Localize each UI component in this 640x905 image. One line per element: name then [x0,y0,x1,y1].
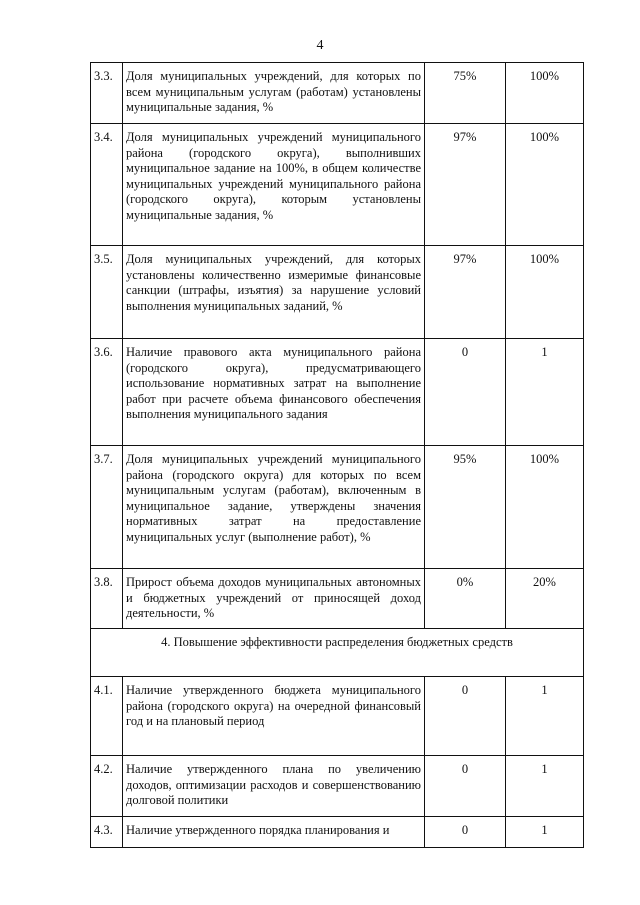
row-number: 4.1. [91,677,123,756]
table-row [91,124,584,246]
row-number: 3.3. [91,63,123,124]
indicator-text: Доля муниципальных учреждений муниципального района (городского округа) для которых по всем муниципальным услугам (работам), включенным в муниципальное задание, утверждены значения нормативных затрат на предоставление муниципальных услуг (выполнение работ), % [123,446,425,569]
table-row [91,569,584,629]
value-current: 95% [425,446,506,569]
row-number: 3.7. [91,446,123,569]
value-current: 75% [425,63,506,124]
indicator-text: Наличие утвержденного плана по увеличению доходов, оптимизации расходов и совершенствованию долговой политики [123,756,425,817]
value-target: 20% [506,569,584,629]
value-current: 0 [425,817,506,848]
value-target: 1 [506,817,584,848]
value-current: 0% [425,569,506,629]
indicator-text: Доля муниципальных учреждений, для которых установлены количественно измеримые финансовые санкции (штрафы, изъятия) за нарушение условий выполнения муниципальных заданий, % [123,246,425,339]
page-number: 4 [316,38,324,53]
indicator-text: Прирост объема доходов муниципальных автономных и бюджетных учреждений от приносящей доход деятельности, % [123,569,425,629]
section-heading: 4. Повышение эффективности распределения бюджетных средств [91,629,584,677]
row-number: 3.5. [91,246,123,339]
value-current: 0 [425,339,506,446]
value-target: 1 [506,677,584,756]
table-row [91,756,584,817]
indicator-text: Наличие утвержденного порядка планирования и [123,817,425,848]
row-number: 4.3. [91,817,123,848]
table-row [91,339,584,446]
section-row [91,629,584,677]
value-target: 100% [506,63,584,124]
table-row [91,817,584,848]
table-row [91,446,584,569]
value-target: 1 [506,756,584,817]
indicator-text: Наличие утвержденного бюджета муниципального района (городского округа) на очередной финансовый год и на плановый период [123,677,425,756]
value-target: 100% [506,124,584,246]
table-row [91,63,584,124]
indicator-text: Наличие правового акта муниципального района (городского округа), предусматривающего использование нормативных затрат на выполнение работ при расчете объема финансового обеспечения выполнения муниципального задания [123,339,425,446]
indicator-text: Доля муниципальных учреждений, для которых по всем муниципальным услугам (работам) установлены муниципальные задания, % [123,63,425,124]
row-number: 3.6. [91,339,123,446]
value-current: 97% [425,124,506,246]
row-number: 3.4. [91,124,123,246]
value-target: 1 [506,339,584,446]
value-target: 100% [506,446,584,569]
indicator-text: Доля муниципальных учреждений муниципального района (городского округа), выполнивших муниципальное задание на 100%, в общем количестве муниципальных учреждений муниципального района (городского округа), которым установлены муниципальные задания, % [123,124,425,246]
table-row [91,677,584,756]
value-current: 0 [425,677,506,756]
row-number: 3.8. [91,569,123,629]
table-row [91,246,584,339]
row-number: 4.2. [91,756,123,817]
value-current: 0 [425,756,506,817]
indicators-table [90,62,584,848]
value-target: 100% [506,246,584,339]
value-current: 97% [425,246,506,339]
